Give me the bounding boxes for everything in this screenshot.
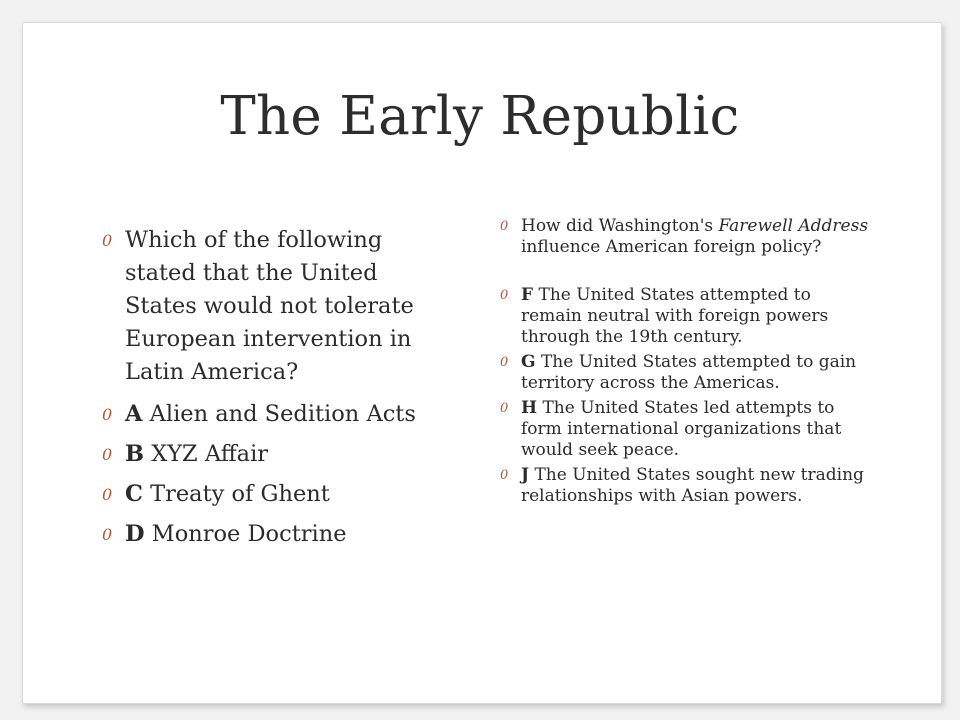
right-question-text-end: influence American foreign policy? <box>521 237 822 257</box>
choice-text: Monroe Doctrine <box>151 521 347 547</box>
left-choice-d <box>102 518 452 551</box>
right-question-list <box>500 216 870 511</box>
bullet-marker: 0 <box>102 445 113 464</box>
left-choice-a <box>102 398 452 431</box>
choice-letter: J <box>521 465 530 485</box>
choice-text: The United States attempted to remain neutral with foreign powers through the 19th century. <box>521 285 829 347</box>
bullet-marker: 0 <box>102 485 113 504</box>
right-question-item <box>500 216 870 258</box>
choice-text: The United States attempted to gain territory across the Americas. <box>521 352 857 393</box>
bullet-marker: 0 <box>500 355 509 370</box>
choice-text: Alien and Sedition Acts <box>149 401 416 427</box>
left-question-list <box>102 224 452 558</box>
bullet-marker: 0 <box>500 219 509 234</box>
left-choice-c <box>102 478 452 511</box>
choice-letter: H <box>521 398 538 418</box>
choice-text: The United States sought new trading relationships with Asian powers. <box>521 465 864 506</box>
choice-letter: D <box>125 521 145 547</box>
right-choice-f <box>500 285 870 348</box>
bullet-marker: 0 <box>500 401 509 416</box>
choice-letter: G <box>521 352 536 372</box>
choice-text: The United States led attempts to form international organizations that would seek peace. <box>521 398 842 460</box>
right-choice-g <box>500 352 870 394</box>
bullet-marker: 0 <box>102 405 113 424</box>
right-choice-j <box>500 465 870 507</box>
left-question-item <box>102 224 452 389</box>
bullet-marker: 0 <box>102 525 113 544</box>
choice-letter: B <box>125 441 145 467</box>
bullet-marker: 0 <box>102 231 113 250</box>
left-question-text: Which of the following stated that the United States would not tolerate European intervention in Latin America? <box>125 227 414 385</box>
right-question-text-start: How did Washington's <box>521 216 719 236</box>
slide-title: The Early Republic <box>220 86 740 147</box>
right-choice-h <box>500 398 870 461</box>
choice-text: Treaty of Ghent <box>150 481 330 507</box>
choice-letter: F <box>521 285 534 305</box>
choice-letter: C <box>125 481 143 507</box>
choice-letter: A <box>125 401 143 427</box>
bullet-marker: 0 <box>500 288 509 303</box>
bullet-marker: 0 <box>500 468 509 483</box>
choice-text: XYZ Affair <box>151 441 269 467</box>
right-question-text-italic: Farewell Address <box>718 216 869 236</box>
left-choice-b <box>102 438 452 471</box>
